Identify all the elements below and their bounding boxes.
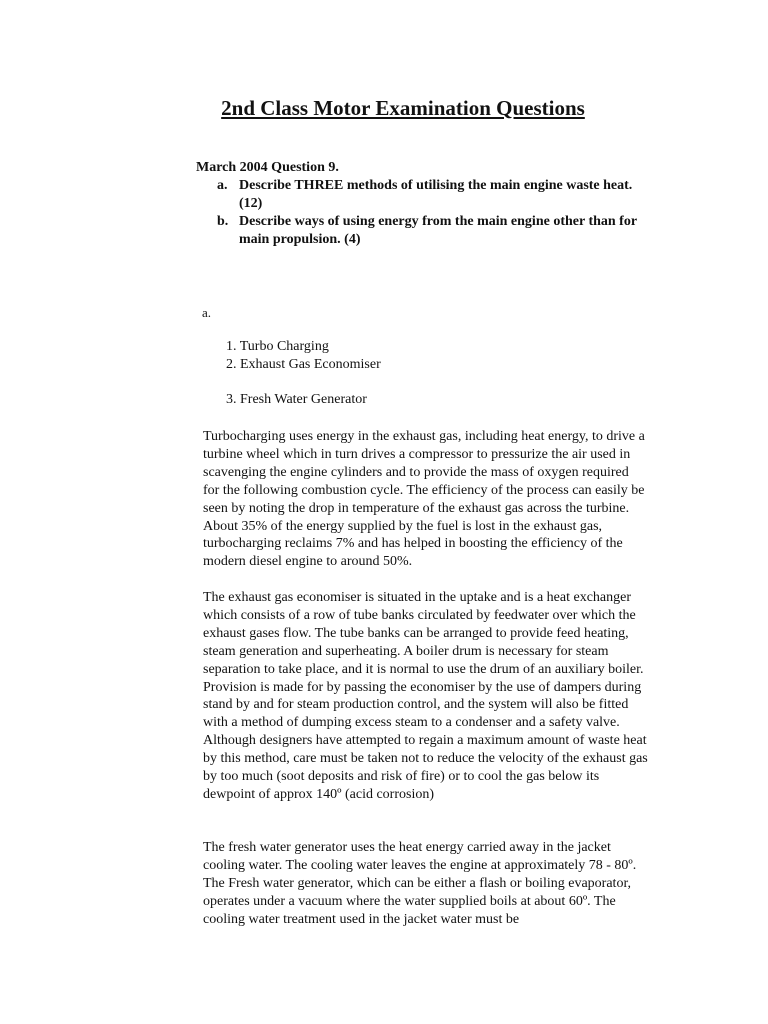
method-item: 2. Exhaust Gas Economiser: [226, 357, 381, 372]
answer-label: a.: [202, 305, 212, 320]
document-title: 2nd Class Motor Examination Questions: [221, 96, 585, 120]
paragraph-turbocharging: Turbocharging uses energy in the exhaust gas, including heat energy, to drive a turbine wheel which in turn drives a compressor to pressurize the air used in scavenging the engine cylinders and to provide the mass of oxygen required for the following combustion cycle. The efficiency of the process can easily be seen by noting the drop in temperature of the exhaust gas across the turbine. About 35% of the energy supplied by the fuel is lost in the exhaust gas, turbocharging reclaims 7% and has helped in boosting the efficiency of the modern diesel engine to around 50%.: [203, 429, 645, 570]
methods-list: [226, 338, 381, 409]
question-item-text: Describe THREE methods of utilising the main engine waste heat. (12): [239, 178, 633, 211]
question-item-letter: b.: [217, 214, 229, 229]
question-item-text: Describe ways of using energy from the main engine other than for main propulsion. (4): [239, 214, 637, 247]
question-item-a: [196, 177, 656, 213]
question-block: [196, 159, 656, 249]
method-item: 1. Turbo Charging: [226, 339, 329, 354]
question-heading: March 2004 Question 9.: [196, 160, 339, 175]
paragraph-fresh-water-generator: The fresh water generator uses the heat energy carried away in the jacket cooling water. The cooling water leaves the engine at approximately 78 - 80º. The Fresh water generator, which can be either a flash or boiling evaporator, operates under a vacuum where the water supplied boils at about 60º. The cooling water treatment used in the jacket water must be: [203, 840, 637, 927]
question-item-b: [196, 213, 656, 249]
paragraph-economiser: The exhaust gas economiser is situated in the uptake and is a heat exchanger which consists of a row of tube banks circulated by feedwater over which the exhaust gases flow. The tube banks can be arranged to provide feed heating, steam generation and superheating. A boiler drum is necessary for steam separation to take place, and it is normal to use the drum of an auxiliary boiler. Provision is made for by passing the economiser by the use of dampers during stand by and for steam production control, and the system will also be fitted with a method of dumping excess steam to a condenser and a safety valve. Although designers have attempted to regain a maximum amount of waste heat by this method, care must be taken not to reduce the velocity of the exhaust gas by too much (soot deposits and risk of fire) or to cool the gas below its dewpoint of approx 140º (acid corrosion): [203, 590, 648, 802]
method-item: 3. Fresh Water Generator: [226, 392, 367, 407]
question-item-letter: a.: [217, 178, 228, 193]
